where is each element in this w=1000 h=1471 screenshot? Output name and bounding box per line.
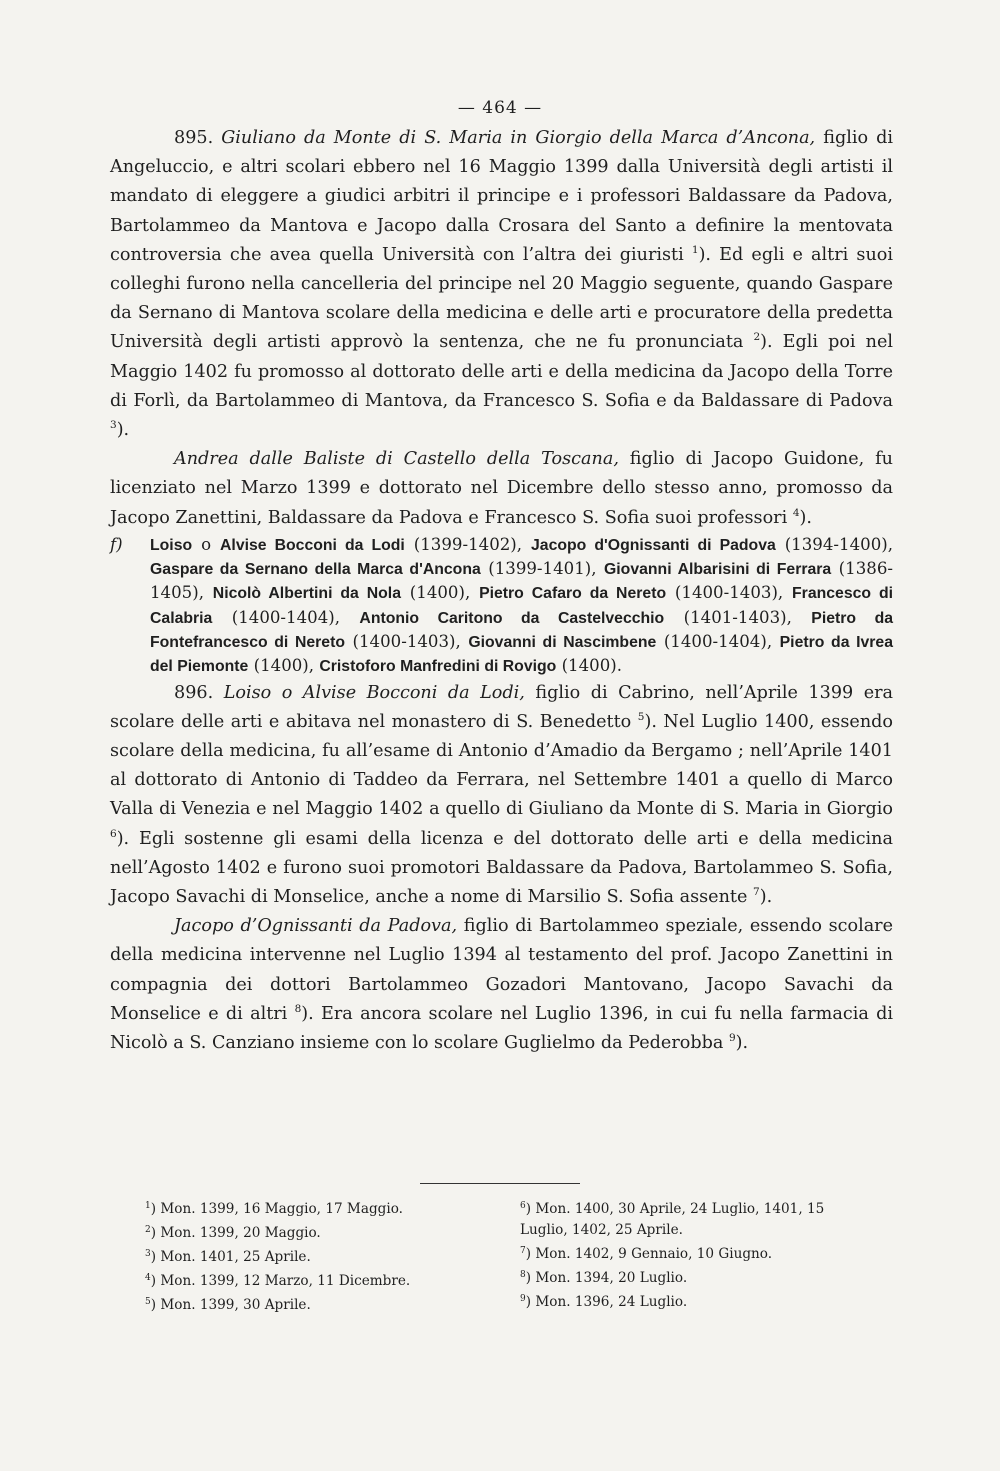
footnote-ref[interactable]: 8 bbox=[294, 1002, 302, 1015]
footnote bbox=[520, 1196, 895, 1220]
footnote-number: 8 bbox=[520, 1270, 526, 1280]
section-item-name: Antonio Caritono da Castelvecchio bbox=[359, 609, 665, 627]
footnote-ref[interactable]: 4 bbox=[792, 506, 800, 519]
entry-895 bbox=[110, 124, 893, 445]
footnote-ref[interactable]: 3 bbox=[110, 419, 117, 432]
footnote bbox=[145, 1268, 475, 1292]
section-item-name: Pietro da Ivrea del Piemonte bbox=[150, 634, 894, 676]
footnotes-right-column bbox=[520, 1196, 895, 1316]
entry-name: Andrea dalle Baliste di Castello della Toscana, bbox=[174, 449, 619, 470]
section-label: f) bbox=[110, 534, 123, 554]
footnote bbox=[145, 1220, 475, 1244]
section-item-dates: (1400), bbox=[248, 656, 320, 676]
entry-text: figlio di Jacopo Guidone, fu licenziato nel Marzo 1399 e dottorato nel Dicembre dello stesso anno, promosso da Jacopo Zanettini, Baldassare da Padova e Francesco S. Sofia suoi professori bbox=[110, 449, 893, 528]
footnote bbox=[145, 1292, 475, 1316]
page-number: — 464 — bbox=[457, 98, 543, 118]
entry-andrea bbox=[110, 445, 893, 533]
footnotes bbox=[145, 1196, 895, 1316]
footnote-text: ) Mon. 1396, 24 Luglio. bbox=[525, 1294, 688, 1310]
section-f bbox=[110, 533, 893, 679]
footnote bbox=[520, 1265, 895, 1289]
footnote-ref[interactable]: 5 bbox=[637, 710, 645, 723]
entry-text: ). bbox=[116, 420, 130, 441]
footnote-text: ) Mon. 1401, 25 Aprile. bbox=[150, 1249, 311, 1265]
section-item-dates: (1394-1400), bbox=[775, 534, 893, 554]
footnote-number: 5 bbox=[145, 1297, 151, 1307]
entry-name: Jacopo d’Ognissanti da Padova, bbox=[174, 916, 458, 937]
footnote-text: ) Mon. 1400, 30 Aprile, 24 Luglio, 1401, 15 bbox=[525, 1201, 825, 1217]
section-item-dates: (1400-1403), bbox=[666, 583, 793, 603]
footnote-ref[interactable]: 9 bbox=[728, 1032, 736, 1045]
footnote-ref[interactable]: 6 bbox=[110, 827, 117, 840]
section-item-name: Pietro da Fontefrancesco di Nereto bbox=[150, 609, 894, 652]
footnote-text: ) Mon. 1394, 20 Luglio. bbox=[525, 1270, 688, 1286]
footnote-number: 1 bbox=[145, 1201, 151, 1211]
entry-name: Giuliano da Monte di S. Maria in Giorgio della Marca d’Ancona, bbox=[221, 128, 816, 148]
entry-text: ). Egli sostenne gli esami della licenza e del dottorato delle arti e della medicina nell’Agosto 1402 e furono suoi promotori Baldassare da Padova, Bartolammeo S. Sofia, Jacopo Savachi di Monselice, anche a nome di Marsilio S. Sofia assente bbox=[110, 828, 893, 908]
entry-text: ). Egli poi nel Maggio 1402 fu promosso al dottorato delle arti e della medicina da Jacopo della Torre di Forlì, da Bartolammeo di Mantova, da Francesco S. Sofia e da Baldassare di Padova bbox=[110, 332, 893, 411]
footnote-text: Luglio, 1402, 25 Aprile. bbox=[520, 1222, 683, 1238]
section-item-dates: (1400-1403), bbox=[344, 632, 469, 652]
footnote-number: 2 bbox=[145, 1225, 151, 1235]
footnote-ref[interactable]: 7 bbox=[753, 886, 760, 899]
entry-896 bbox=[110, 679, 893, 913]
section-item-name: Alvise Bocconi da Lodi bbox=[220, 536, 405, 554]
section-item-dates: (1400), bbox=[400, 583, 480, 603]
footnote bbox=[520, 1241, 895, 1265]
section-item-name: Giovanni di Nascimbene bbox=[468, 634, 657, 652]
entry-name: Loiso o Alvise Bocconi da Lodi, bbox=[223, 682, 525, 703]
footnote-divider bbox=[420, 1183, 580, 1184]
entry-text: figlio di Bartolammeo speziale, essendo scolare della medicina intervenne nel Luglio 1394 al testamento del prof. Jacopo Zanettini in compagnia dei dottori Bartolammeo Gozadori Mantovano, Jacopo Savachi da Monselice e di altri bbox=[110, 916, 894, 1024]
section-item-name: Francesco di Calabria bbox=[150, 585, 893, 627]
entry-text: figlio di Angeluccio, e altri scolari ebbero nel 16 Maggio 1399 dalla Università degli artisti il mandato di eleggere a giudici arbitri il principe e i professori Baldassare da Padova, Bartolammeo da Mantova e Jacopo dalla Crosara del Santo a definire la mentovata controversia che avea quella Università con l’altra dei giuristi bbox=[110, 128, 894, 265]
footnote-number: 9 bbox=[520, 1294, 526, 1304]
entry-jacopo bbox=[110, 912, 893, 1058]
section-item-dates: (1400-1404), bbox=[212, 607, 360, 627]
section-item-name: Nicolò Albertini da Nola bbox=[212, 585, 401, 603]
footnote-text: ) Mon. 1399, 12 Marzo, 11 Dicembre. bbox=[150, 1273, 411, 1289]
footnote-text: ) Mon. 1399, 30 Aprile. bbox=[150, 1297, 311, 1313]
footnote-text: ) Mon. 1402, 9 Gennaio, 10 Giugno. bbox=[525, 1246, 773, 1262]
footnote-ref[interactable]: 2 bbox=[753, 331, 761, 344]
footnotes-left-column bbox=[145, 1196, 475, 1316]
section-item-dates: (1399-1401), bbox=[480, 559, 604, 579]
entry-text: ). bbox=[799, 507, 812, 528]
entry-text: ). Ed egli e altri suoi colleghi furono nella cancelleria del principe nel 20 Maggio seguente, quando Gaspare da Sernano di Mantova scolare della medicina e delle arti e procuratore della predetta Università degli artisti approvò la sentenza, che ne fu pronunciata bbox=[110, 244, 893, 353]
footnote bbox=[520, 1289, 895, 1313]
footnote-number: 6 bbox=[520, 1201, 526, 1211]
footnote-ref[interactable]: 1 bbox=[691, 243, 699, 256]
section-item-name: Cristoforo Manfredini di Rovigo bbox=[319, 658, 557, 676]
entry-number: 896. bbox=[174, 682, 214, 703]
section-item-name: Jacopo d'Ognissanti di Padova bbox=[531, 536, 776, 554]
footnote-number: 4 bbox=[145, 1273, 151, 1283]
section-item-dates: (1400-1404), bbox=[656, 632, 780, 652]
footnote-text: ) Mon. 1399, 16 Maggio, 17 Maggio. bbox=[150, 1201, 403, 1217]
section-item-dates: (1386-1405), bbox=[150, 559, 893, 603]
section-item-dates: (1401-1403), bbox=[664, 607, 812, 627]
section-item-dates: (1399-1402), bbox=[404, 534, 532, 554]
entry-number: 895. bbox=[174, 128, 214, 148]
entry-text: figlio di Cabrino, nell’Aprile 1399 era scolare delle arti e abitava nel monastero di S. Benedetto bbox=[110, 682, 894, 732]
entry-text: ). bbox=[735, 1033, 749, 1054]
footnote-number: 7 bbox=[520, 1246, 526, 1256]
entry-text: ). bbox=[759, 887, 773, 908]
footnote bbox=[145, 1244, 475, 1268]
section-item-dates: (1400). bbox=[556, 656, 623, 676]
footnote-continuation bbox=[520, 1220, 895, 1241]
entry-text: ). Nel Luglio 1400, essendo scolare della medicina, fu all’esame di Antonio d’Amadio da Bergamo ; nell’Aprile 1401 al dottorato di Antonio di Taddeo da Ferrara, nel Settembre 1401 a quello di Marco Valla di Venezia e nel Maggio 1402 a quello di Giuliano da Monte di S. Maria in Giorgio bbox=[110, 711, 893, 820]
entry-text: ). Era ancora scolare nel Luglio 1396, in cui fu nella farmacia di Nicolò a S. Canziano insieme con lo scolare Guglielmo da Pederobba bbox=[110, 1003, 894, 1054]
section-item-name: Giovanni Albarisini di Ferrara bbox=[604, 561, 832, 579]
section-item-sep: o bbox=[192, 534, 221, 554]
section-item-name: Pietro Cafaro da Nereto bbox=[479, 585, 667, 603]
footnote-text: ) Mon. 1399, 20 Maggio. bbox=[150, 1225, 321, 1241]
section-item-name: Gaspare da Sernano della Marca d'Ancona bbox=[150, 561, 481, 579]
footnote-number: 3 bbox=[145, 1249, 151, 1259]
main-text bbox=[110, 124, 893, 1058]
section-item-name: Loiso bbox=[150, 536, 193, 554]
footnote bbox=[145, 1196, 475, 1220]
